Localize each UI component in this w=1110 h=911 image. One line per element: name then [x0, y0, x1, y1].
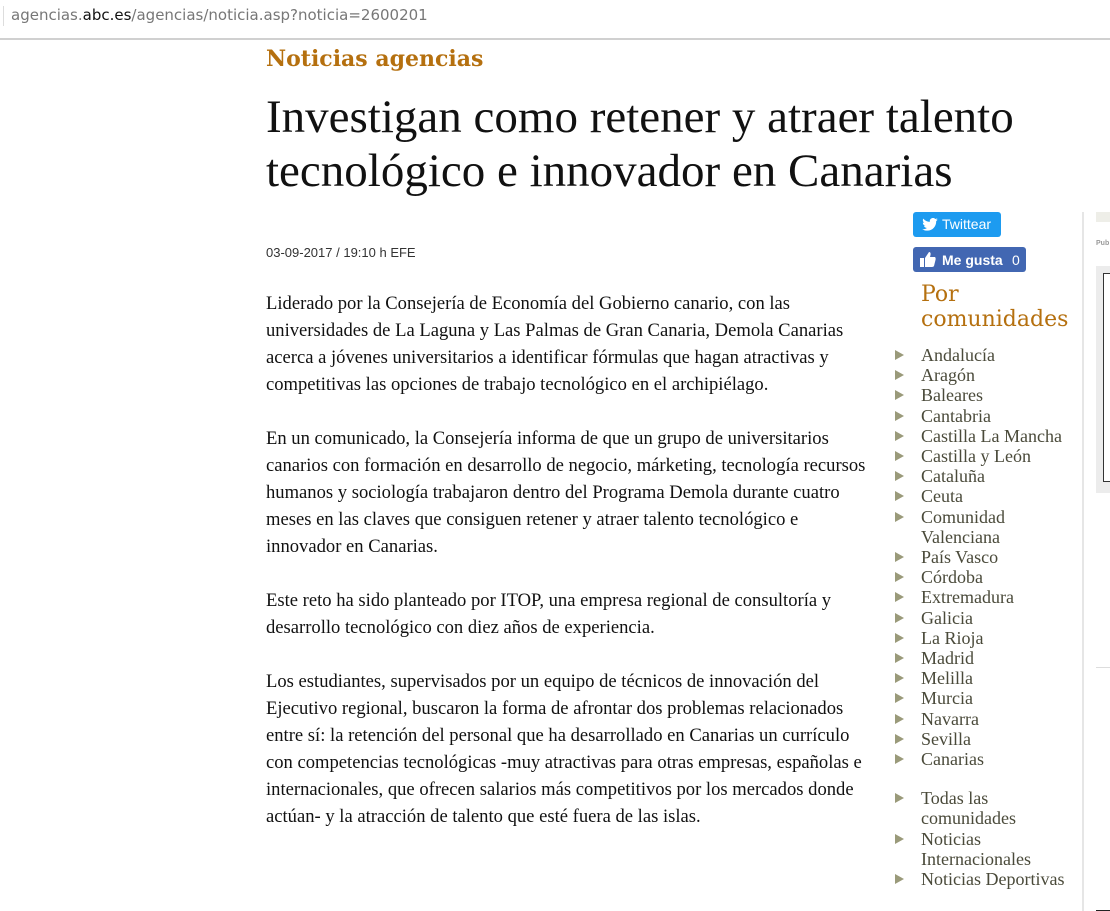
- title-line: tecnológico e innovador en Canarias: [266, 145, 953, 197]
- community-label: Comunidad Valenciana: [921, 506, 1005, 547]
- community-label: Cataluña: [921, 466, 985, 487]
- twitter-bird-icon: [922, 218, 938, 231]
- community-label: Melilla: [921, 668, 973, 689]
- community-label: La Rioja: [921, 627, 984, 648]
- bullet-arrow-icon: [895, 653, 904, 663]
- community-label: Murcia: [921, 688, 973, 709]
- community-link[interactable]: [895, 466, 1075, 486]
- community-link[interactable]: [895, 406, 1075, 426]
- bullet-arrow-icon: [895, 793, 904, 803]
- community-link[interactable]: [895, 486, 1075, 506]
- url-path: /agencias/noticia.asp?noticia=2600201: [131, 6, 428, 24]
- bullet-arrow-icon: [895, 874, 904, 884]
- community-label: Aragón: [921, 365, 975, 386]
- bullet-arrow-icon: [895, 512, 904, 522]
- bullet-arrow-icon: [895, 613, 904, 623]
- paragraph: En un comunicado, la Consejería informa de que un grupo de universitarios canarios con formación en desarrollo de negocio, márketing, tecnología recursos humanos y sociología trabajaron dentro del Programa Demola durante cuatro meses en las claves que consiguen retener y atraer talento tecnológico e innovador en Canarias.: [266, 428, 866, 557]
- article-body: [266, 290, 868, 857]
- article-meta: 03-09-2017 / 19:10 h EFE: [266, 245, 416, 260]
- paragraph: Los estudiantes, supervisados por un equipo de técnicos de innovación del Ejecutivo regional, buscaron la forma de afrontar dos problemas relacionados entre sí: la retención del personal que ha desarrollado en Canarias un currículo con competencias tecnológicas -muy atractivas para otras empresas, españolas e internacionales, que ofrecen salarios más competitivos por los mercados donde actúan- y la atracción de talento que esté fuera de las islas.: [266, 671, 862, 827]
- bullet-arrow-icon: [895, 592, 904, 602]
- bullet-arrow-icon: [895, 451, 904, 461]
- bullet-arrow-icon: [895, 633, 904, 643]
- twitter-label: Twittear: [942, 216, 992, 232]
- community-link[interactable]: [895, 668, 1075, 688]
- community-link[interactable]: [895, 869, 1075, 889]
- community-label: Madrid: [921, 648, 974, 669]
- community-label: Todas las comunidades: [921, 788, 1016, 829]
- community-link[interactable]: [895, 628, 1075, 648]
- community-label: Extremadura: [921, 587, 1014, 608]
- community-link[interactable]: [895, 648, 1075, 668]
- divider: [1096, 667, 1110, 668]
- community-label: País Vasco: [921, 547, 999, 568]
- bullet-arrow-icon: [895, 834, 904, 844]
- bullet-arrow-icon: [895, 714, 904, 724]
- bullet-arrow-icon: [895, 491, 904, 501]
- community-label: Noticias Deportivas: [921, 869, 1065, 890]
- community-link[interactable]: [895, 446, 1075, 466]
- community-label: Córdoba: [921, 567, 983, 588]
- bullet-arrow-icon: [895, 370, 904, 380]
- community-link[interactable]: [895, 688, 1075, 708]
- community-label: Baleares: [921, 385, 983, 406]
- section-title[interactable]: Noticias agencias: [266, 46, 484, 72]
- community-link[interactable]: [895, 507, 1075, 547]
- community-link[interactable]: [895, 567, 1075, 587]
- like-count: 0: [1012, 252, 1020, 268]
- community-label: Castilla y León: [921, 446, 1031, 467]
- community-link[interactable]: [895, 788, 1075, 828]
- ad-banner: [1096, 212, 1110, 222]
- thumbs-up-icon: [920, 252, 936, 267]
- community-label: Andalucía: [921, 345, 995, 365]
- like-label: Me gusta: [942, 252, 1003, 268]
- community-link[interactable]: [895, 426, 1075, 446]
- community-link[interactable]: [895, 385, 1075, 405]
- bullet-arrow-icon: [895, 552, 904, 562]
- title-line: Investigan como retener y atraer talento: [266, 91, 1014, 143]
- community-link[interactable]: [895, 547, 1075, 567]
- community-label: Navarra: [921, 708, 979, 729]
- community-label: Canarias: [921, 749, 984, 770]
- community-label: Noticias Internacionales: [921, 828, 1031, 869]
- facebook-like-button[interactable]: [913, 247, 1026, 272]
- paragraph: Liderado por la Consejería de Economía del Gobierno canario, con las universidades de La Laguna y Las Palmas de Gran Canaria, Demola Canarias acerca a jóvenes universitarios a identificar fórmulas que hagan atractivas y competitivas las opciones de trabajo tecnológico en el archipiélago.: [266, 293, 844, 395]
- community-link[interactable]: [895, 365, 1075, 385]
- divider: [3, 6, 4, 26]
- bullet-arrow-icon: [895, 350, 904, 360]
- community-link[interactable]: [895, 729, 1075, 749]
- bullet-arrow-icon: [895, 754, 904, 764]
- address-bar[interactable]: [0, 0, 1110, 40]
- divider: [1082, 212, 1084, 911]
- bullet-arrow-icon: [895, 390, 904, 400]
- community-link[interactable]: [895, 829, 1075, 869]
- ad-frame[interactable]: [1096, 266, 1110, 493]
- community-link[interactable]: [895, 608, 1075, 628]
- twitter-button[interactable]: [913, 212, 1001, 237]
- community-link[interactable]: [895, 345, 1075, 365]
- community-label: Ceuta: [921, 486, 963, 507]
- paragraph: Este reto ha sido planteado por ITOP, una empresa regional de consultoría y desarrollo tecnológico con diez años de experiencia.: [266, 590, 832, 638]
- community-label: Cantabria: [921, 405, 991, 426]
- article-title: [266, 90, 1110, 198]
- url-text[interactable]: [11, 6, 428, 24]
- url-domain: abc.es: [82, 6, 132, 24]
- bullet-arrow-icon: [895, 411, 904, 421]
- community-link[interactable]: [895, 709, 1075, 729]
- community-label: Castilla La Mancha: [921, 425, 1062, 446]
- community-link[interactable]: [895, 587, 1075, 607]
- bullet-arrow-icon: [895, 572, 904, 582]
- bullet-arrow-icon: [895, 693, 904, 703]
- community-label: Sevilla: [921, 728, 971, 749]
- bullet-arrow-icon: [895, 471, 904, 481]
- bullet-arrow-icon: [895, 431, 904, 441]
- url-prefix: agencias.: [11, 6, 83, 24]
- ad-label: Pub: [1096, 240, 1110, 247]
- bullet-arrow-icon: [895, 673, 904, 683]
- community-label: Galicia: [921, 607, 973, 628]
- sidebar-heading: Por comunidades: [921, 282, 1069, 332]
- bullet-arrow-icon: [895, 734, 904, 744]
- communities-list: [895, 345, 1075, 889]
- community-link[interactable]: [895, 749, 1075, 769]
